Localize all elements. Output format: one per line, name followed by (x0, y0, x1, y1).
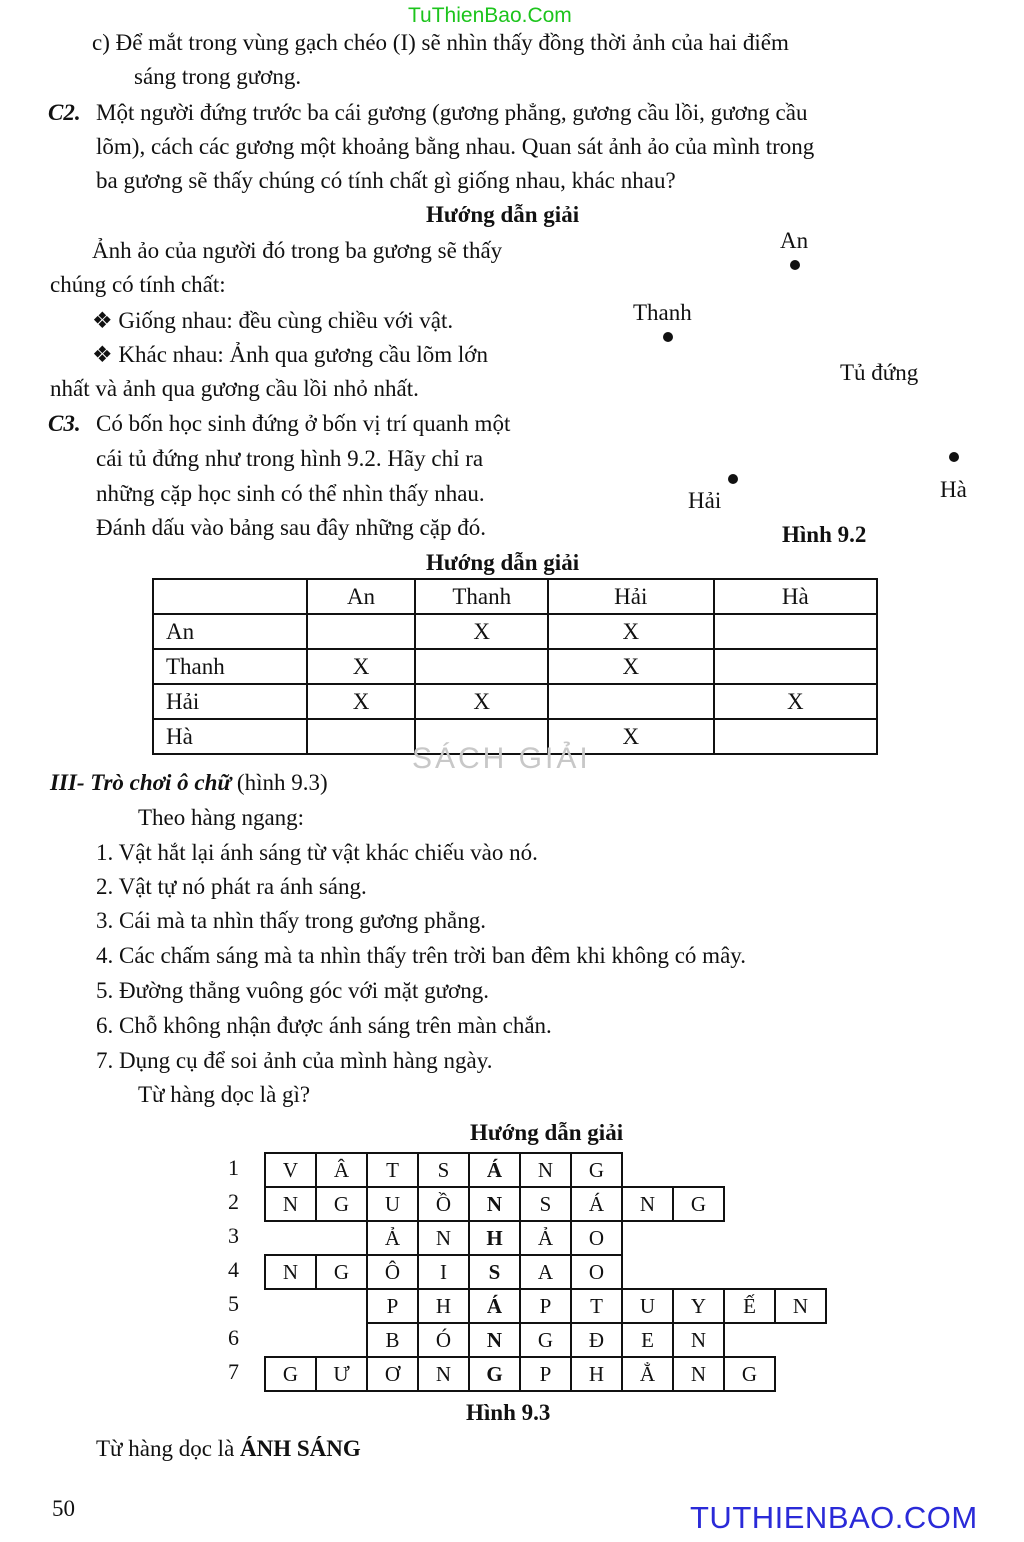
crossword-cell: V (264, 1152, 317, 1188)
pair-table-header-cell: An (307, 579, 416, 614)
sach-giai-watermark: SÁCH GIẢI (412, 742, 591, 775)
crossword-cell: Ơ (366, 1356, 419, 1392)
pair-table-cell: X (307, 649, 416, 684)
crossword-key-cell: N (468, 1186, 521, 1222)
c2-guide-heading: Hướng dẫn giải (426, 202, 580, 227)
crossword-cell: A (519, 1254, 572, 1290)
crossword-cell: N (672, 1322, 725, 1358)
pair-table-header-cell: Hà (714, 579, 877, 614)
c2-line1: Một người đứng trước ba cái gương (gương phẳng, gương cầu lồi, gương cầu (96, 100, 808, 125)
crossword-key-cell: Á (468, 1288, 521, 1324)
c2-line2: lõm), cách các gương một khoảng bằng nhau. Quan sát ảnh ảo của mình trong (96, 134, 815, 159)
pair-table-cell (307, 719, 416, 754)
figure-9-2-caption: Hình 9.2 (782, 522, 867, 547)
c2-bullet-2-line2: nhất và ảnh qua gương cầu lồi nhỏ nhất. (50, 376, 419, 401)
crossword-row-number: 5 (228, 1291, 239, 1316)
c3-guide-heading: Hướng dẫn giải (426, 550, 580, 575)
crossword-cell: N (621, 1186, 674, 1222)
crossword-cell: Ả (366, 1220, 419, 1256)
pair-table-cell: X (548, 649, 713, 684)
crossword-key-cell: N (468, 1322, 521, 1358)
pair-table-header-cell: Hải (548, 579, 713, 614)
c3-line3: những cặp học sinh có thể nhìn thấy nhau. (96, 481, 485, 506)
pair-table-cell (714, 719, 877, 754)
crossword-key-cell: H (468, 1220, 521, 1256)
clue-3: 3. Cái mà ta nhìn thấy trong gương phẳng. (96, 908, 487, 933)
crossword-cell: H (417, 1288, 470, 1324)
clue-1: 1. Vật hắt lại ánh sáng từ vật khác chiếu vào nó. (96, 840, 538, 865)
crossword-cell: Ế (723, 1288, 776, 1324)
across-heading: Theo hàng ngang: (138, 805, 305, 830)
crossword-cell: Đ (570, 1322, 623, 1358)
pair-table-cell: X (548, 614, 713, 649)
section-3-guide-heading: Hướng dẫn giải (470, 1120, 624, 1145)
c3-line1: Có bốn học sinh đứng ở bốn vị trí quanh một (96, 411, 511, 436)
clue-5: 5. Đường thẳng vuông góc với mặt gương. (96, 978, 489, 1003)
c3-line4: Đánh dấu vào bảng sau đây những cặp đó. (96, 515, 486, 540)
crossword-row-number: 2 (228, 1189, 239, 1214)
pair-table-row (153, 684, 877, 719)
crossword-cell: G (315, 1254, 368, 1290)
crossword-cell: Ư (315, 1356, 368, 1392)
c2-line3: ba gương sẽ thấy chúng có tính chất gì giống nhau, khác nhau? (96, 168, 676, 193)
crossword-cell: Á (570, 1186, 623, 1222)
c2-bullet-1: ❖ Giống nhau: đều cùng chiều với vật. (92, 308, 454, 333)
crossword-cell: P (366, 1288, 419, 1324)
crossword-cell: T (570, 1288, 623, 1324)
crossword-cell: G (672, 1186, 725, 1222)
crossword-cell: U (621, 1288, 674, 1324)
crossword-row-number: 1 (228, 1155, 239, 1180)
pair-table-cell (714, 649, 877, 684)
pair-table-row-label: Hải (153, 684, 307, 719)
crossword-row-number: 4 (228, 1257, 239, 1282)
final-answer (96, 1436, 361, 1462)
dot-hai (728, 474, 738, 484)
pair-table-row (153, 649, 877, 684)
pair-table-cell (714, 614, 877, 649)
c2-bullet-2-line1: ❖ Khác nhau: Ảnh qua gương cầu lõm lớn (92, 342, 488, 367)
pair-table (152, 578, 878, 755)
label-hai: Hải (688, 488, 722, 513)
crossword-cell: Ó (417, 1322, 470, 1358)
pair-table-cell (307, 614, 416, 649)
crossword-cell: O (570, 1254, 623, 1290)
label-an: An (780, 228, 809, 253)
crossword-key-cell: Á (468, 1152, 521, 1188)
crossword-cell: Ồ (417, 1186, 470, 1222)
pair-table-cell: X (415, 684, 548, 719)
final-answer-prefix: Từ hàng dọc là (96, 1436, 241, 1461)
crossword-cell: U (366, 1186, 419, 1222)
pair-table-header-cell: Thanh (415, 579, 548, 614)
crossword-cell: Y (672, 1288, 725, 1324)
item-c-line2: sáng trong gương. (134, 64, 302, 89)
crossword-cell: N (264, 1254, 317, 1290)
label-ha: Hà (940, 477, 967, 502)
crossword-cell: S (519, 1186, 572, 1222)
crossword-cell: Ẳ (621, 1356, 674, 1392)
pair-table-row-label: Hà (153, 719, 307, 754)
pair-table-row-label: An (153, 614, 307, 649)
dot-thanh (663, 332, 673, 342)
crossword-cell: N (417, 1220, 470, 1256)
crossword-cell: G (570, 1152, 623, 1188)
crossword-cell: Ô (366, 1254, 419, 1290)
pair-table-cell: X (548, 719, 713, 754)
crossword-cell: P (519, 1356, 572, 1392)
final-answer-word: ÁNH SÁNG (240, 1436, 361, 1461)
pair-table-cell: X (714, 684, 877, 719)
section-3-title-text: III- Trò chơi ô chữ (50, 770, 232, 795)
c2-answer-line1: Ảnh ảo của người đó trong ba gương sẽ thấy (92, 238, 503, 263)
dot-ha (949, 452, 959, 462)
watermark-top: TuThienBao.Com (408, 4, 572, 27)
crossword-cell: G (519, 1322, 572, 1358)
dot-an (790, 260, 800, 270)
pair-table-cell (415, 649, 548, 684)
pair-table-row (153, 614, 877, 649)
crossword-cell: N (264, 1186, 317, 1222)
pair-table-cell: X (307, 684, 416, 719)
down-question: Từ hàng dọc là gì? (138, 1082, 311, 1107)
crossword-cell: E (621, 1322, 674, 1358)
crossword-cell: Ả (519, 1220, 572, 1256)
page-number: 50 (52, 1496, 75, 1521)
pair-table-row-label: Thanh (153, 649, 307, 684)
pair-table-cell: X (415, 614, 548, 649)
clue-4: 4. Các chấm sáng mà ta nhìn thấy trên trời ban đêm khi không có mây. (96, 943, 747, 968)
crossword-key-cell: S (468, 1254, 521, 1290)
crossword-cell: S (417, 1152, 470, 1188)
crossword-cell: Â (315, 1152, 368, 1188)
crossword-cell: O (570, 1220, 623, 1256)
crossword-row-number: 6 (228, 1325, 239, 1350)
crossword-cell: N (417, 1356, 470, 1392)
c2-label: C2. (48, 100, 81, 125)
crossword-cell: B (366, 1322, 419, 1358)
crossword-cell: I (417, 1254, 470, 1290)
crossword-cell: G (264, 1356, 317, 1392)
crossword-key-cell: G (468, 1356, 521, 1392)
clue-6: 6. Chỗ không nhận được ánh sáng trên màn chắn. (96, 1013, 552, 1038)
pair-table-header-cell (153, 579, 307, 614)
crossword-cell: T (366, 1152, 419, 1188)
pair-table-header (153, 579, 877, 614)
c2-answer-line2: chúng có tính chất: (50, 272, 226, 297)
crossword-cell: N (672, 1356, 725, 1392)
item-c-line1: c) Để mắt trong vùng gạch chéo (I) sẽ nhìn thấy đồng thời ảnh của hai điểm (92, 30, 789, 55)
label-thanh: Thanh (633, 300, 692, 325)
pair-table-cell (548, 684, 713, 719)
clue-7: 7. Dụng cụ để soi ảnh của mình hàng ngày. (96, 1048, 493, 1073)
c3-label: C3. (48, 411, 81, 436)
section-3-title-suffix: (hình 9.3) (231, 770, 328, 795)
crossword-cell: G (315, 1186, 368, 1222)
watermark-bottom: TUTHIENBAO.COM (690, 1500, 978, 1535)
crossword-cell: P (519, 1288, 572, 1324)
clue-2: 2. Vật tự nó phát ra ánh sáng. (96, 874, 367, 899)
crossword-row-number: 3 (228, 1223, 239, 1248)
crossword-row-number: 7 (228, 1359, 239, 1384)
crossword-cell: N (774, 1288, 827, 1324)
crossword-cell: N (519, 1152, 572, 1188)
crossword-cell: G (723, 1356, 776, 1392)
crossword-cell: H (570, 1356, 623, 1392)
section-3-title (50, 770, 328, 796)
label-tu-dung: Tủ đứng (840, 360, 919, 385)
c3-line2: cái tủ đứng như trong hình 9.2. Hãy chỉ ra (96, 446, 484, 471)
figure-9-3-caption: Hình 9.3 (466, 1400, 551, 1425)
